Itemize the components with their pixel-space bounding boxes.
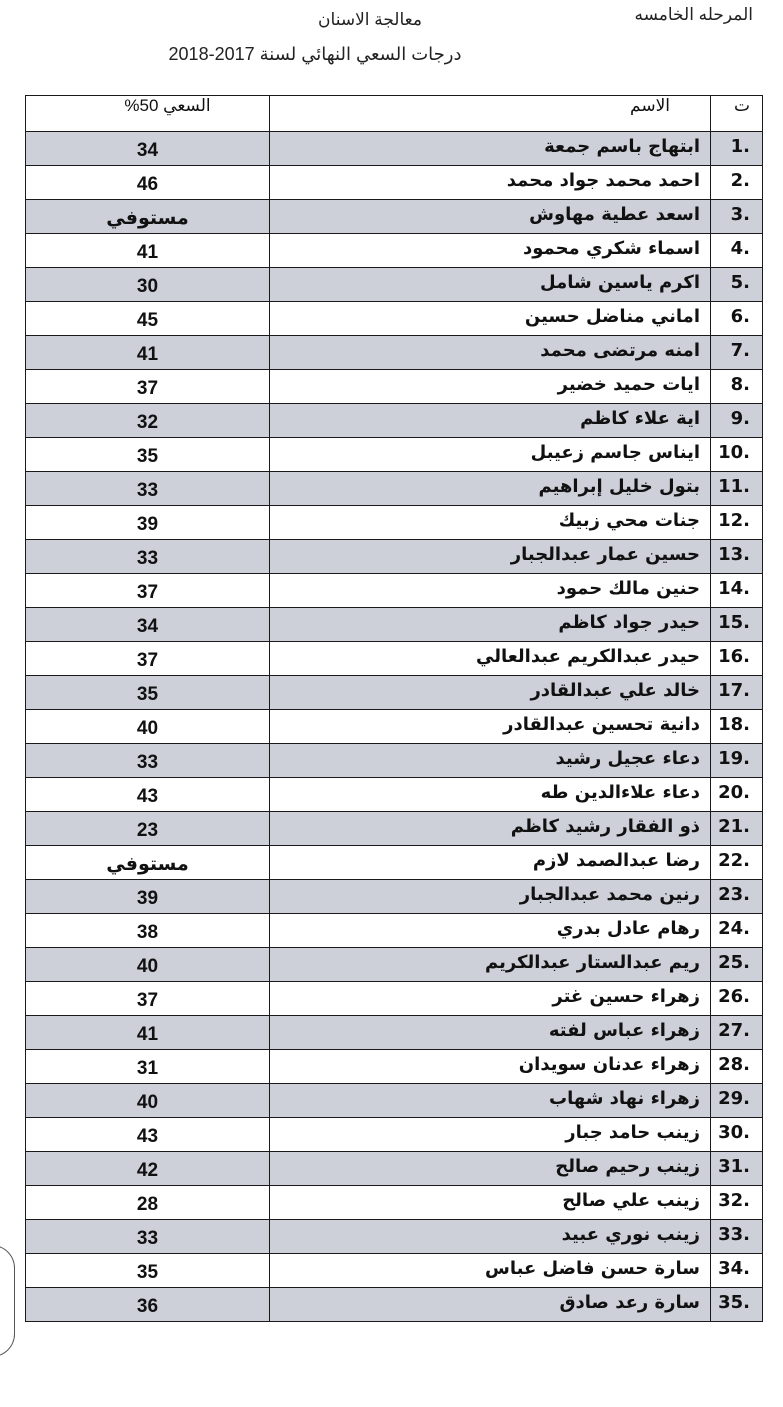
student-grade: 30: [26, 268, 270, 302]
row-number: .29: [711, 1084, 763, 1118]
table-row: [26, 1152, 763, 1186]
row-number: .32: [711, 1186, 763, 1220]
grades-table: [25, 95, 763, 1322]
row-number: .1: [711, 132, 763, 166]
student-name: ايات حميد خضير: [270, 370, 711, 404]
table-row: [26, 1050, 763, 1084]
table-row: [26, 1288, 763, 1322]
table-row: [26, 812, 763, 846]
row-number: .19: [711, 744, 763, 778]
table-row: [26, 268, 763, 302]
student-grade: 35: [26, 676, 270, 710]
row-number: .13: [711, 540, 763, 574]
student-grade: 33: [26, 1220, 270, 1254]
table-row: [26, 1016, 763, 1050]
row-number: .12: [711, 506, 763, 540]
row-number: .5: [711, 268, 763, 302]
student-grade: 41: [26, 234, 270, 268]
student-name: زينب نوري عبيد: [270, 1220, 711, 1254]
student-grade: 36: [26, 1288, 270, 1322]
table-row: [26, 642, 763, 676]
student-grade: 42: [26, 1152, 270, 1186]
student-name: حسين عمار عبدالجبار: [270, 540, 711, 574]
student-name: دعاء علاءالدين طه: [270, 778, 711, 812]
student-grade: 37: [26, 642, 270, 676]
row-number: .31: [711, 1152, 763, 1186]
table-row: [26, 438, 763, 472]
table-row: [26, 370, 763, 404]
margin-pen-mark: [0, 1245, 15, 1357]
table-row: [26, 540, 763, 574]
student-name: زينب حامد جبار: [270, 1118, 711, 1152]
table-row: [26, 200, 763, 234]
row-number: .16: [711, 642, 763, 676]
row-number: .15: [711, 608, 763, 642]
student-grade: 28: [26, 1186, 270, 1220]
student-grade: 23: [26, 812, 270, 846]
row-number: .8: [711, 370, 763, 404]
student-grade: 32: [26, 404, 270, 438]
row-number: .25: [711, 948, 763, 982]
student-grade: 41: [26, 1016, 270, 1050]
table-row: [26, 744, 763, 778]
student-grade: 40: [26, 948, 270, 982]
student-grade: 34: [26, 608, 270, 642]
student-grade: 43: [26, 1118, 270, 1152]
student-grade: 39: [26, 506, 270, 540]
student-name: زينب علي صالح: [270, 1186, 711, 1220]
row-number: .10: [711, 438, 763, 472]
row-number: .14: [711, 574, 763, 608]
student-name: زهراء حسين غتر: [270, 982, 711, 1016]
row-number: .33: [711, 1220, 763, 1254]
student-grade: 35: [26, 438, 270, 472]
row-number: .27: [711, 1016, 763, 1050]
row-number: .7: [711, 336, 763, 370]
table-row: [26, 472, 763, 506]
table-header-row: [26, 96, 763, 132]
row-number: .24: [711, 914, 763, 948]
student-grade: 40: [26, 1084, 270, 1118]
table-body: [26, 132, 763, 1322]
row-number: .30: [711, 1118, 763, 1152]
student-name: ابتهاج باسم جمعة: [270, 132, 711, 166]
table-row: [26, 1084, 763, 1118]
student-name: زينب رحيم صالح: [270, 1152, 711, 1186]
student-name: حنين مالك حمود: [270, 574, 711, 608]
table-row: [26, 948, 763, 982]
student-grade: 41: [26, 336, 270, 370]
student-name: دانية تحسين عبدالقادر: [270, 710, 711, 744]
table-row: [26, 676, 763, 710]
row-number: .26: [711, 982, 763, 1016]
student-grade: 33: [26, 472, 270, 506]
student-grade: 43: [26, 778, 270, 812]
student-name: اية علاء كاظم: [270, 404, 711, 438]
student-name: ريم عبدالستار عبدالكريم: [270, 948, 711, 982]
row-number: .9: [711, 404, 763, 438]
student-name: بتول خليل إبراهيم: [270, 472, 711, 506]
student-grade: 37: [26, 574, 270, 608]
column-header-grade: السعي 50%: [26, 96, 270, 132]
student-grade: 46: [26, 166, 270, 200]
student-grade: 45: [26, 302, 270, 336]
department-label: معالجة الاسنان: [318, 10, 422, 29]
student-name: احمد محمد جواد محمد: [270, 166, 711, 200]
student-grade: 37: [26, 982, 270, 1016]
row-number: .35: [711, 1288, 763, 1322]
table-row: [26, 1254, 763, 1288]
student-name: رنين محمد عبدالجبار: [270, 880, 711, 914]
student-name: اسماء شكري محمود: [270, 234, 711, 268]
student-name: حيدر عبدالكريم عبدالعالي: [270, 642, 711, 676]
student-name: خالد علي عبدالقادر: [270, 676, 711, 710]
table-row: [26, 778, 763, 812]
row-number: .2: [711, 166, 763, 200]
table-row: [26, 302, 763, 336]
row-number: .22: [711, 846, 763, 880]
row-number: .6: [711, 302, 763, 336]
student-grade: 37: [26, 370, 270, 404]
student-name: اكرم ياسين شامل: [270, 268, 711, 302]
table-row: [26, 846, 763, 880]
stage-label: المرحله الخامسه: [634, 5, 753, 24]
column-header-number: ت: [711, 96, 763, 132]
table-row: [26, 336, 763, 370]
document-title: درجات السعي النهائي لسنة 2017-2018: [168, 44, 462, 64]
student-name: دعاء عجيل رشيد: [270, 744, 711, 778]
student-name: سارة حسن فاضل عباس: [270, 1254, 711, 1288]
student-name: حيدر جواد كاظم: [270, 608, 711, 642]
student-grade: 31: [26, 1050, 270, 1084]
row-number: .21: [711, 812, 763, 846]
student-name: زهراء نهاد شهاب: [270, 1084, 711, 1118]
row-number: .23: [711, 880, 763, 914]
student-grade: 34: [26, 132, 270, 166]
table-row: [26, 880, 763, 914]
student-name: رهام عادل بدري: [270, 914, 711, 948]
row-number: .4: [711, 234, 763, 268]
table-row: [26, 506, 763, 540]
table-row: [26, 234, 763, 268]
table-row: [26, 1118, 763, 1152]
student-grade: مستوفي: [26, 200, 270, 234]
student-grade: مستوفي: [26, 846, 270, 880]
student-name: زهراء عباس لفته: [270, 1016, 711, 1050]
student-grade: 33: [26, 744, 270, 778]
table-row: [26, 1186, 763, 1220]
table-row: [26, 914, 763, 948]
row-number: .28: [711, 1050, 763, 1084]
row-number: .17: [711, 676, 763, 710]
student-name: اماني مناضل حسين: [270, 302, 711, 336]
student-name: امنه مرتضى محمد: [270, 336, 711, 370]
student-grade: 33: [26, 540, 270, 574]
table-row: [26, 1220, 763, 1254]
table-row: [26, 982, 763, 1016]
student-name: زهراء عدنان سويدان: [270, 1050, 711, 1084]
table-row: [26, 166, 763, 200]
student-name: جنات محي زبيك: [270, 506, 711, 540]
student-grade: 40: [26, 710, 270, 744]
student-grade: 39: [26, 880, 270, 914]
row-number: .34: [711, 1254, 763, 1288]
row-number: .18: [711, 710, 763, 744]
student-name: رضا عبدالصمد لازم: [270, 846, 711, 880]
column-header-name: الاسم: [270, 96, 711, 132]
student-name: ايناس جاسم زعيبل: [270, 438, 711, 472]
table-row: [26, 404, 763, 438]
student-name: ذو الفقار رشيد كاظم: [270, 812, 711, 846]
student-name: سارة رعد صادق: [270, 1288, 711, 1322]
row-number: .3: [711, 200, 763, 234]
table-row: [26, 608, 763, 642]
student-name: اسعد عطية مهاوش: [270, 200, 711, 234]
student-grade: 38: [26, 914, 270, 948]
table-row: [26, 710, 763, 744]
row-number: .11: [711, 472, 763, 506]
row-number: .20: [711, 778, 763, 812]
table-row: [26, 132, 763, 166]
student-grade: 35: [26, 1254, 270, 1288]
table-row: [26, 574, 763, 608]
